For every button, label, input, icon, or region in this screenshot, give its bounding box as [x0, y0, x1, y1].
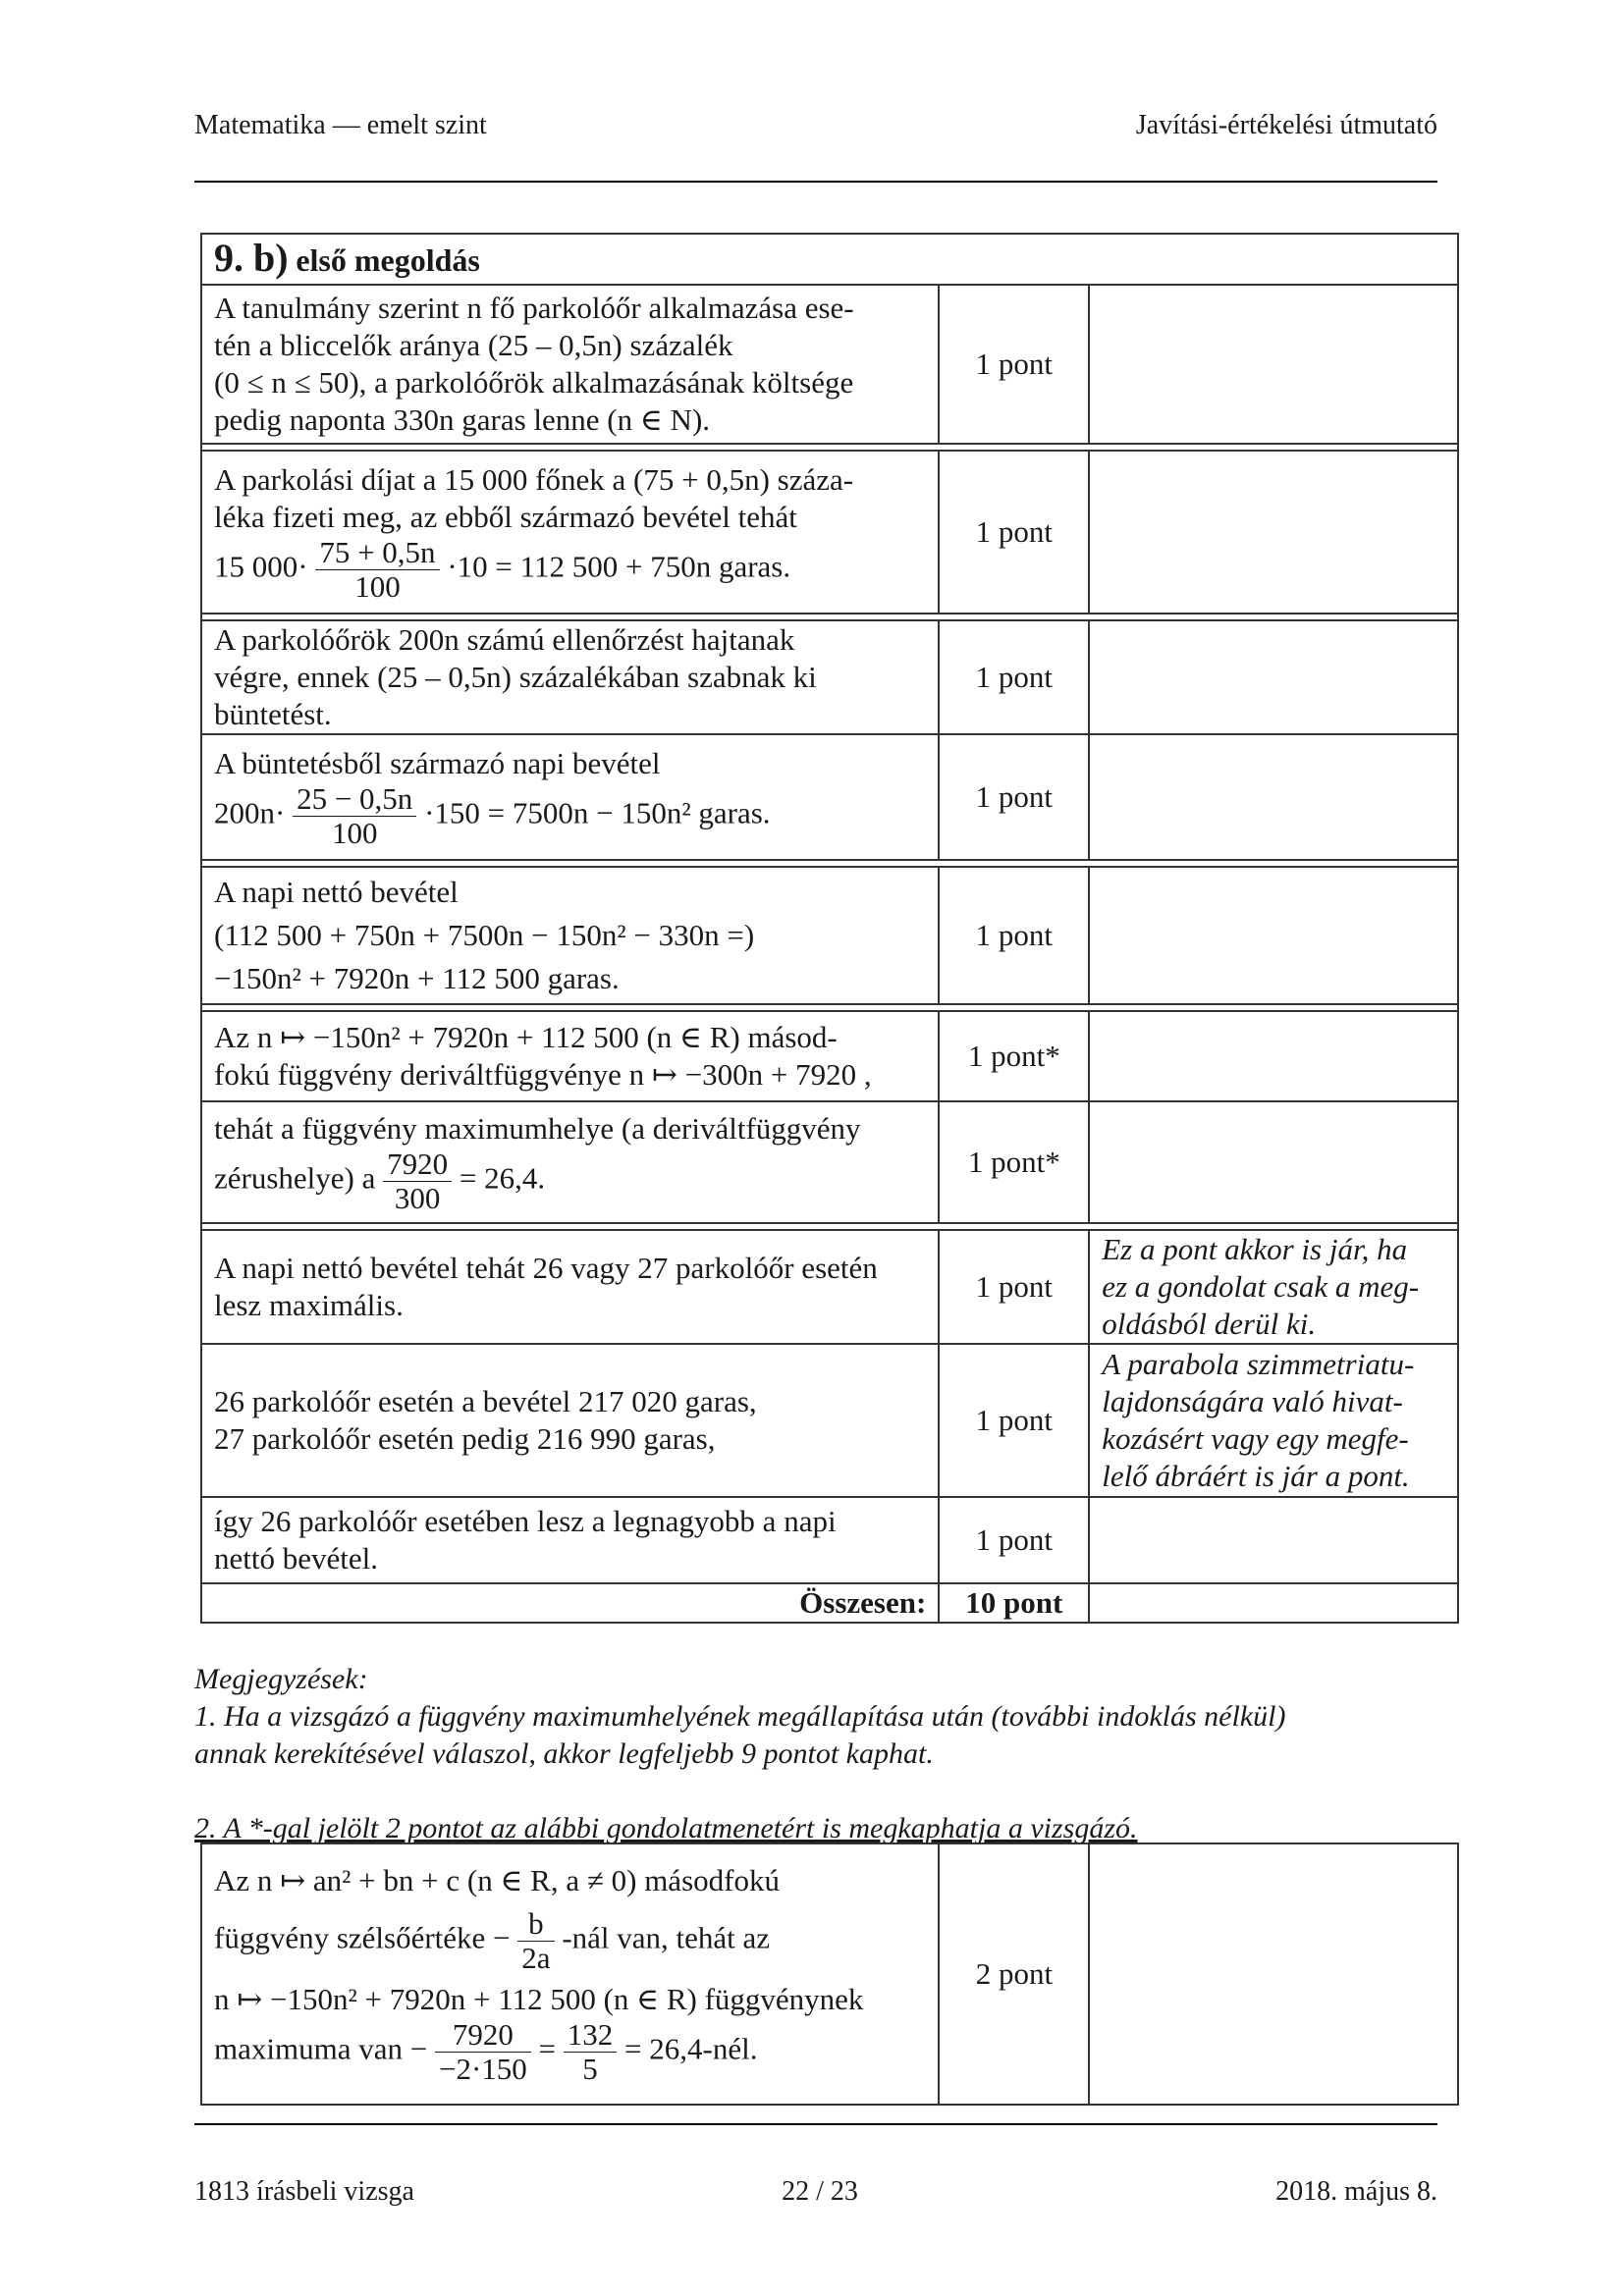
fraction — [435, 2018, 531, 2086]
formula-prefix: 200n· — [214, 795, 286, 830]
points-cell: 2 pont — [939, 1843, 1089, 2105]
step-line: A napi nettó bevétel — [214, 875, 459, 909]
table-row — [201, 620, 1458, 734]
step-line: A parkolási díjat a 15 000 főnek a (75 + 0,5n) száza- — [214, 461, 854, 497]
points-cell: 1 pont* — [939, 1101, 1089, 1223]
fraction — [293, 782, 416, 850]
solution-step — [201, 1497, 939, 1583]
points-cell: 1 pont — [939, 1497, 1089, 1583]
table-row — [201, 1497, 1458, 1583]
solution-step — [201, 734, 939, 860]
note-line: kozásért vagy egy megfe- — [1102, 1421, 1409, 1456]
step-line: n ↦ −150n² + 7920n + 112 500 (n ∈ R) függvénynek — [214, 1982, 864, 2016]
formula-suffix: -nál van, tehát az — [562, 1920, 771, 1955]
note-cell — [1089, 1101, 1458, 1223]
formula — [214, 1907, 926, 1975]
fraction-denominator: 100 — [354, 568, 401, 604]
section-title-row — [201, 234, 1458, 285]
note-cell — [1089, 1843, 1458, 2105]
note-cell — [1089, 285, 1458, 444]
note-cell — [1089, 451, 1458, 614]
total-row — [201, 1583, 1458, 1623]
step-line: Az n ↦ an² + bn + c (n ∈ R, a ≠ 0) másodfokú — [214, 1863, 780, 1897]
table-row — [201, 1843, 1458, 2105]
note-line: oldásból derül ki. — [1102, 1307, 1317, 1341]
page-number: 22 / 23 — [782, 2176, 858, 2207]
table-row — [201, 1344, 1458, 1497]
fraction-numerator: 7920 — [435, 2018, 531, 2053]
note-cell — [1089, 867, 1458, 1004]
footer-divider — [194, 2123, 1437, 2125]
fraction-denominator: 300 — [394, 1180, 441, 1215]
solution-step — [201, 285, 939, 444]
section-number: 9. b) — [214, 235, 289, 280]
total-points: 10 pont — [939, 1583, 1089, 1623]
points-cell: 1 pont — [939, 734, 1089, 860]
header-divider — [194, 181, 1437, 183]
formula-suffix: = 26,4. — [459, 1160, 546, 1196]
total-label: Összesen: — [201, 1583, 939, 1623]
formula — [214, 1148, 926, 1215]
step-line: így 26 parkolóőr esetében lesz a legnagyobb a napi — [214, 1504, 837, 1538]
formula-suffix: = 26,4-nél. — [624, 2031, 758, 2066]
note-cell — [1089, 1583, 1458, 1623]
fraction-numerator: b — [517, 1907, 554, 1942]
solution-step — [201, 1011, 939, 1101]
points-cell: 1 pont — [939, 1344, 1089, 1497]
step-line: léka fizeti meg, az ebből származó bevétel tehát — [214, 499, 797, 534]
solution-step — [201, 1344, 939, 1497]
step-line: A büntetésből származó napi bevétel — [214, 745, 661, 780]
table-row — [201, 285, 1458, 444]
equals-sign: = — [538, 2031, 557, 2066]
note-cell — [1089, 1497, 1458, 1583]
formula-prefix: zérushelye) a — [214, 1160, 384, 1196]
step-line: lesz maximális. — [214, 1288, 404, 1322]
step-line: −150n² + 7920n + 112 500 garas. — [214, 961, 620, 995]
note-cell — [1089, 1011, 1458, 1101]
points-cell: 1 pont — [939, 451, 1089, 614]
remarks-title: Megjegyzések: — [194, 1663, 368, 1695]
points-cell: 1 pont — [939, 867, 1089, 1004]
formula — [214, 782, 926, 850]
solution-step — [201, 451, 939, 614]
step-line: 26 parkolóőr esetén a bevétel 217 020 garas, — [214, 1384, 757, 1418]
note-line: lelő ábráért is jár a pont. — [1102, 1459, 1410, 1493]
table-row — [201, 1230, 1458, 1344]
solution-step — [201, 1843, 939, 2105]
step-line: büntetést. — [214, 697, 332, 731]
note-line: ez a gondolat csak a meg- — [1102, 1269, 1420, 1304]
step-line: tehát a függvény maximumhelye (a deriváltfüggvény — [214, 1110, 861, 1146]
points-cell: 1 pont* — [939, 1011, 1089, 1101]
solution-step — [201, 1101, 939, 1223]
step-line: A napi nettó bevétel tehát 26 vagy 27 parkolóőr esetén — [214, 1251, 878, 1285]
fraction-denominator: 2a — [521, 1941, 551, 1975]
remark-2: 2. A *-gal jelölt 2 pontot az alábbi gondolatmenetért is megkaphatja a vizsgázó. — [194, 1812, 1138, 1844]
table-row — [201, 1011, 1458, 1101]
note-line: A parabola szimmetriatu- — [1102, 1347, 1415, 1381]
fraction-numerator: 7920 — [383, 1148, 452, 1182]
table-row — [201, 867, 1458, 1004]
scoring-table — [200, 233, 1459, 1624]
step-line: végre, ennek (25 – 0,5n) százalékában szabnak ki — [214, 660, 817, 694]
formula — [214, 2018, 926, 2086]
step-line: A tanulmány szerint n fő parkolóőr alkalmazása ese- — [214, 291, 854, 325]
alternative-solution-table — [200, 1842, 1459, 2106]
fraction-numerator: 75 + 0,5n — [315, 536, 439, 570]
formula — [214, 536, 926, 604]
points-cell: 1 pont — [939, 1230, 1089, 1344]
step-line: 27 parkolóőr esetén pedig 216 990 garas, — [214, 1421, 716, 1456]
fraction — [315, 536, 439, 604]
fraction — [383, 1148, 452, 1215]
formula-suffix: ·150 = 7500n − 150n² garas. — [424, 795, 771, 830]
remark-1 — [194, 1698, 1441, 1773]
formula-suffix: ·10 = 112 500 + 750n garas. — [447, 549, 791, 584]
points-cell: 1 pont — [939, 285, 1089, 444]
table-row — [201, 1101, 1458, 1223]
step-line: (0 ≤ n ≤ 50), a parkolóőrök alkalmazásának költsége — [214, 365, 854, 400]
step-line: A parkolóőrök 200n számú ellenőrzést hajtanak — [214, 622, 795, 657]
step-line: Az n ↦ −150n² + 7920n + 112 500 (n ∈ R) másod- — [214, 1020, 838, 1054]
fraction — [517, 1907, 554, 1975]
step-line: pedig naponta 330n garas lenne (n ∈ N). — [214, 402, 711, 437]
fraction-denominator: −2·150 — [438, 2052, 527, 2086]
step-line: fokú függvény deriváltfüggvénye n ↦ −300n + 7920 , — [214, 1057, 872, 1092]
note-cell — [1089, 620, 1458, 734]
note-cell — [1089, 734, 1458, 860]
note-line: lajdonságára való hivat- — [1102, 1384, 1403, 1418]
formula-prefix: függvény szélsőértéke − — [214, 1920, 511, 1955]
points-cell: 1 pont — [939, 620, 1089, 734]
note-cell — [1089, 1344, 1458, 1497]
table-row — [201, 451, 1458, 614]
note-line: Ez a pont akkor is jár, ha — [1102, 1232, 1408, 1266]
solution-step — [201, 620, 939, 734]
step-line: (112 500 + 750n + 7500n − 150n² − 330n =) — [214, 918, 755, 952]
section-label: első megoldás — [296, 241, 480, 278]
step-line: nettó bevétel. — [214, 1541, 378, 1575]
fraction-denominator: 100 — [331, 815, 378, 850]
footer-exam-id: 1813 írásbeli vizsga — [194, 2176, 414, 2207]
note-cell — [1089, 1230, 1458, 1344]
remark-line: annak kerekítésével válaszol, akkor legfeljebb 9 pontot kaphat. — [194, 1737, 934, 1770]
step-line: tén a bliccelők aránya (25 – 0,5n) százalék — [214, 328, 733, 362]
header-guide-title: Javítási-értékelési útmutató — [1135, 110, 1437, 140]
table-row — [201, 734, 1458, 860]
solution-step — [201, 867, 939, 1004]
fraction-denominator: 5 — [582, 2052, 598, 2086]
solution-step — [201, 1230, 939, 1344]
fraction-numerator: 25 − 0,5n — [293, 782, 416, 817]
section-title — [201, 234, 1458, 285]
fraction-numerator: 132 — [564, 2018, 618, 2053]
remark-line: 1. Ha a vizsgázó a függvény maximumhelyének megállapítása után (további indoklás nélkül) — [194, 1700, 1286, 1733]
fraction — [564, 2018, 618, 2086]
formula-prefix: 15 000· — [214, 549, 308, 584]
header-subject: Matematika — emelt szint — [194, 110, 487, 140]
footer-date: 2018. május 8. — [1275, 2176, 1437, 2207]
formula-prefix: maximuma van − — [214, 2031, 428, 2066]
